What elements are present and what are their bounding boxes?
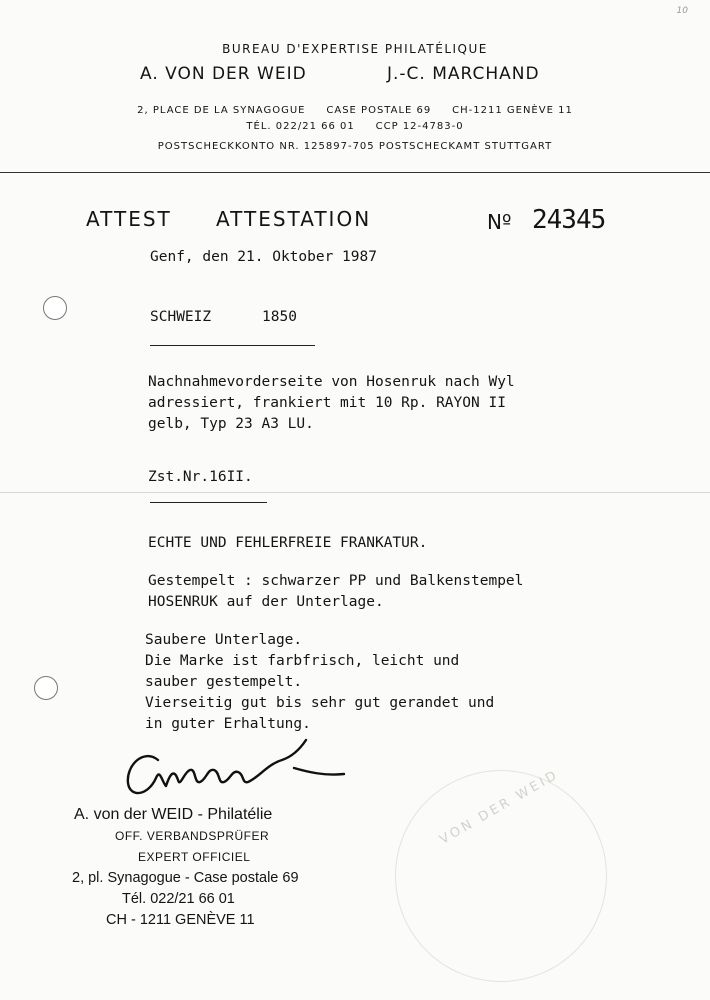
letterhead-address: 2, PLACE DE LA SYNAGOGUE CASE POSTALE 69 CH-1211 GENÈVE 11 — [137, 105, 573, 116]
stamp-title-de: OFF. VERBANDSPRÜFER — [115, 829, 270, 843]
catalogue-underline — [150, 502, 267, 503]
stamp-city: CH - 1211 GENÈVE 11 — [106, 912, 255, 928]
country: SCHWEIZ — [150, 309, 212, 325]
condition-line: Die Marke ist farbfrisch, leicht und — [145, 653, 460, 669]
paper-fold — [0, 492, 710, 493]
condition-line: in guter Erhaltung. — [145, 716, 311, 732]
cancel-line: Gestempelt : schwarzer PP und Balkenstempel — [148, 573, 524, 589]
letterhead-expert-left: A. VON DER WEID — [140, 64, 307, 84]
date-line: Genf, den 21. Oktober 1987 — [150, 249, 377, 265]
condition-line: Saubere Unterlage. — [145, 632, 303, 648]
certificate-number-label: Nº — [487, 210, 512, 234]
seal-text: VON DER WEID — [437, 767, 562, 848]
handwritten-signature — [118, 738, 353, 808]
letterhead-postscheck: POSTSCHECKKONTO NR. 125897-705 POSTSCHECKAMT STUTTGART — [157, 141, 553, 152]
description-line: Nachnahmevorderseite von Hosenruk nach Wyl — [148, 374, 515, 390]
stamp-phone: Tél. 022/21 66 01 — [122, 891, 235, 907]
certificate-number: 24345 — [532, 205, 606, 235]
year: 1850 — [262, 309, 297, 325]
punch-hole-top — [43, 296, 67, 320]
verdict: ECHTE UND FEHLERFREIE FRANKATUR. — [148, 535, 428, 551]
condition-line: sauber gestempelt. — [145, 674, 303, 690]
cancel-line: HOSENRUK auf der Unterlage. — [148, 594, 384, 610]
stamp-title-fr: EXPERT OFFICIEL — [138, 850, 251, 864]
title-attestation: ATTESTATION — [216, 207, 372, 231]
letterhead-bureau: BUREAU D'EXPERTISE PHILATÉLIQUE — [222, 42, 488, 56]
stamp-address: 2, pl. Synagogue - Case postale 69 — [72, 870, 299, 886]
country-underline — [150, 345, 315, 346]
letterhead-expert-right: J.-C. MARCHAND — [387, 64, 540, 84]
stamp-name: A. von der WEID - Philatélie — [74, 806, 273, 823]
punch-hole-bottom — [34, 676, 58, 700]
title-attest: ATTEST — [86, 207, 172, 231]
catalogue-number: Zst.Nr.16II. — [148, 469, 253, 485]
condition-line: Vierseitig gut bis sehr gut gerandet und — [145, 695, 495, 711]
letterhead-divider — [0, 172, 710, 173]
corner-note: 10 — [676, 6, 688, 16]
description-line: gelb, Typ 23 A3 LU. — [148, 416, 314, 432]
letterhead-phone: TÉL. 022/21 66 01 CCP 12-4783-0 — [246, 121, 464, 132]
description-line: adressiert, frankiert mit 10 Rp. RAYON II — [148, 395, 506, 411]
